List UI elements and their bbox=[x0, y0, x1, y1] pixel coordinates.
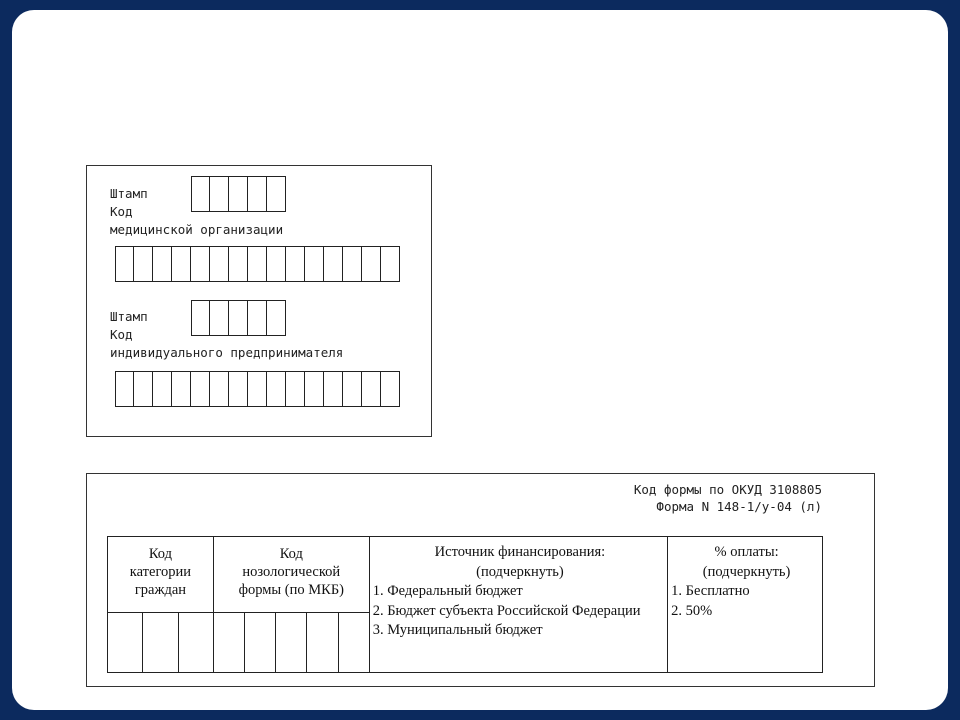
nosology-code-header bbox=[213, 537, 369, 613]
cell bbox=[108, 613, 142, 672]
category-code-header bbox=[108, 537, 214, 613]
payment-note: (подчеркнуть) bbox=[702, 563, 791, 580]
okud-code: Код формы по ОКУД 3108805 bbox=[633, 482, 822, 497]
cell bbox=[286, 371, 305, 407]
cell bbox=[229, 246, 248, 282]
category-code-boxes[interactable] bbox=[108, 613, 214, 673]
cell bbox=[210, 246, 229, 282]
org-stamp-cells[interactable] bbox=[191, 176, 286, 212]
cell bbox=[248, 246, 267, 282]
cell bbox=[324, 371, 343, 407]
cell bbox=[248, 300, 267, 336]
form-number: Форма N 148-1/у-04 (л) bbox=[656, 499, 822, 514]
header-line: нозологической bbox=[242, 564, 341, 580]
cell bbox=[115, 246, 134, 282]
cell bbox=[362, 371, 381, 407]
cell bbox=[338, 613, 369, 672]
ip-label: индивидуального предпринимателя bbox=[110, 345, 344, 360]
cell bbox=[343, 246, 362, 282]
cell bbox=[267, 300, 286, 336]
funding-source-note: (подчеркнуть) bbox=[476, 563, 564, 580]
cell bbox=[210, 176, 229, 212]
stamp-label-org: Штамп bbox=[110, 186, 148, 201]
header-line: Код bbox=[148, 546, 173, 562]
cell bbox=[362, 246, 381, 282]
cell bbox=[210, 371, 229, 407]
cell bbox=[305, 371, 324, 407]
cell bbox=[191, 176, 210, 212]
stamp-label-ip: Штамп bbox=[110, 309, 148, 324]
form-code-header bbox=[634, 481, 822, 515]
cell bbox=[115, 371, 134, 407]
cell bbox=[381, 246, 400, 282]
code-label-org: Код bbox=[110, 204, 133, 219]
cell bbox=[172, 371, 191, 407]
cell bbox=[172, 246, 191, 282]
funding-option[interactable]: 2. Бюджет субъекта Российской Федерации bbox=[372, 602, 641, 619]
cell bbox=[343, 371, 362, 407]
cell bbox=[153, 371, 172, 407]
cell bbox=[191, 300, 210, 336]
cell bbox=[191, 371, 210, 407]
funding-option[interactable]: 3. Муниципальный бюджет bbox=[372, 622, 543, 638]
cell bbox=[267, 176, 286, 212]
cell bbox=[248, 371, 267, 407]
cell bbox=[286, 246, 305, 282]
cell bbox=[142, 613, 177, 672]
cell bbox=[267, 246, 286, 282]
cell bbox=[381, 371, 400, 407]
cell bbox=[210, 300, 229, 336]
cell bbox=[134, 246, 153, 282]
header-line: категории bbox=[129, 564, 192, 580]
cell bbox=[267, 371, 286, 407]
payment-option[interactable]: 1. Бесплатно bbox=[671, 583, 750, 599]
financing-table bbox=[107, 536, 823, 673]
cell bbox=[305, 246, 324, 282]
stamp-panel bbox=[86, 165, 432, 437]
code-label-ip: Код bbox=[110, 327, 133, 342]
cell bbox=[244, 613, 275, 672]
cell bbox=[275, 613, 306, 672]
payment-option[interactable]: 2. 50% bbox=[671, 602, 713, 619]
cell bbox=[229, 371, 248, 407]
ip-code-cells[interactable] bbox=[115, 371, 400, 407]
payment-cell bbox=[668, 537, 823, 673]
org-code-cells[interactable] bbox=[115, 246, 400, 282]
cell bbox=[229, 300, 248, 336]
header-line: Код bbox=[279, 546, 303, 562]
funding-source-cell bbox=[369, 537, 667, 673]
cell bbox=[214, 613, 244, 672]
funding-source-title: Источник финансирования: bbox=[434, 544, 606, 560]
payment-title: % оплаты: bbox=[714, 544, 779, 560]
cell bbox=[153, 246, 172, 282]
form-panel bbox=[86, 473, 875, 687]
cell bbox=[229, 176, 248, 212]
nosology-code-boxes[interactable] bbox=[213, 613, 369, 673]
header-line: формы (по МКБ) bbox=[238, 582, 344, 598]
ip-stamp-cells[interactable] bbox=[191, 300, 286, 336]
cell bbox=[248, 176, 267, 212]
cell bbox=[306, 613, 337, 672]
header-line: граждан bbox=[134, 582, 187, 598]
cell bbox=[191, 246, 210, 282]
cell bbox=[178, 613, 213, 672]
funding-option[interactable]: 1. Федеральный бюджет bbox=[372, 583, 523, 599]
org-label: медицинской организации bbox=[110, 222, 284, 237]
cell bbox=[324, 246, 343, 282]
cell bbox=[134, 371, 153, 407]
